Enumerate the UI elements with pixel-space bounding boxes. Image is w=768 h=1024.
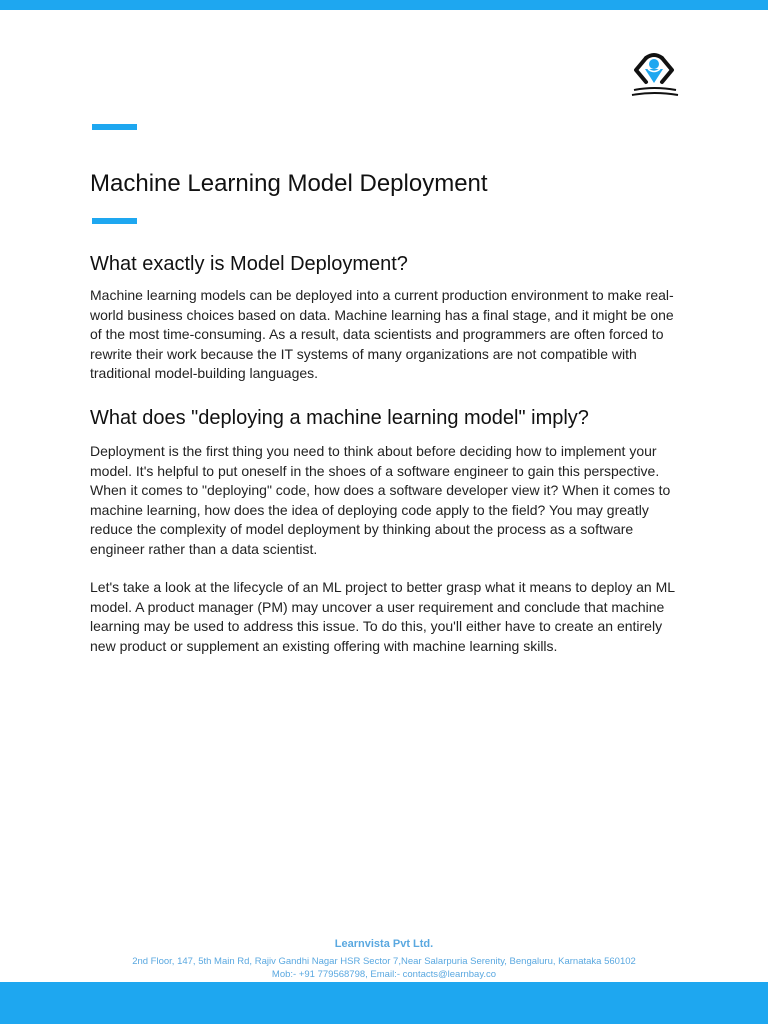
accent-line-bottom — [92, 218, 137, 224]
document-title: Machine Learning Model Deployment — [90, 170, 488, 197]
section-heading-model-deployment: What exactly is Model Deployment? — [90, 253, 408, 275]
learnvista-logo-icon — [628, 50, 680, 100]
paragraph: Let's take a look at the lifecycle of an ML project to better grasp what it means to deploy an ML model. A product manager (PM) may uncover a user requirement and conclude that machine learning may be used to address this issue. To do this, you'll either have to create an entirely new product or supplement an existing offering with machine learning skills. — [90, 579, 675, 654]
footer-address: 2nd Floor, 147, 5th Main Rd, Rajiv Gandhi Nagar HSR Sector 7,Near Salarpuria Serenity, Bengaluru, Karnataka 560102 — [132, 956, 636, 967]
section-heading-deploying-implies: What does "deploying a machine learning model" imply? — [90, 407, 589, 429]
footer-contact: Mob:- +91 779568798, Email:- contacts@learnbay.co — [271, 969, 497, 980]
footer-company-name: Learnvista Pvt Ltd. — [334, 938, 434, 950]
accent-line-top — [92, 124, 137, 130]
bottom-accent-bar — [0, 982, 768, 1024]
top-accent-bar — [0, 0, 768, 10]
paragraph: Deployment is the first thing you need to think about before deciding how to implement your model. It's helpful to put oneself in the shoes of a software engineer to gain this perspective. When it comes to "deploying" code, how does a software developer view it? When it comes to machine learning, how does the idea of deploying code apply to the field? You may greatly reduce the complexity of model deployment by thinking about the process as a software engineer rather than a data scientist. — [90, 443, 671, 557]
page-footer — [0, 937, 768, 981]
paragraph: Machine learning models can be deployed into a current production environment to make real-world business choices based on data. Machine learning has a final stage, and it might be one of the most time-consuming. As a result, data scientists and programmers are often forced to rewrite their work because the IT systems of many organizations are not compatible with traditional model-building languages. — [90, 287, 674, 381]
